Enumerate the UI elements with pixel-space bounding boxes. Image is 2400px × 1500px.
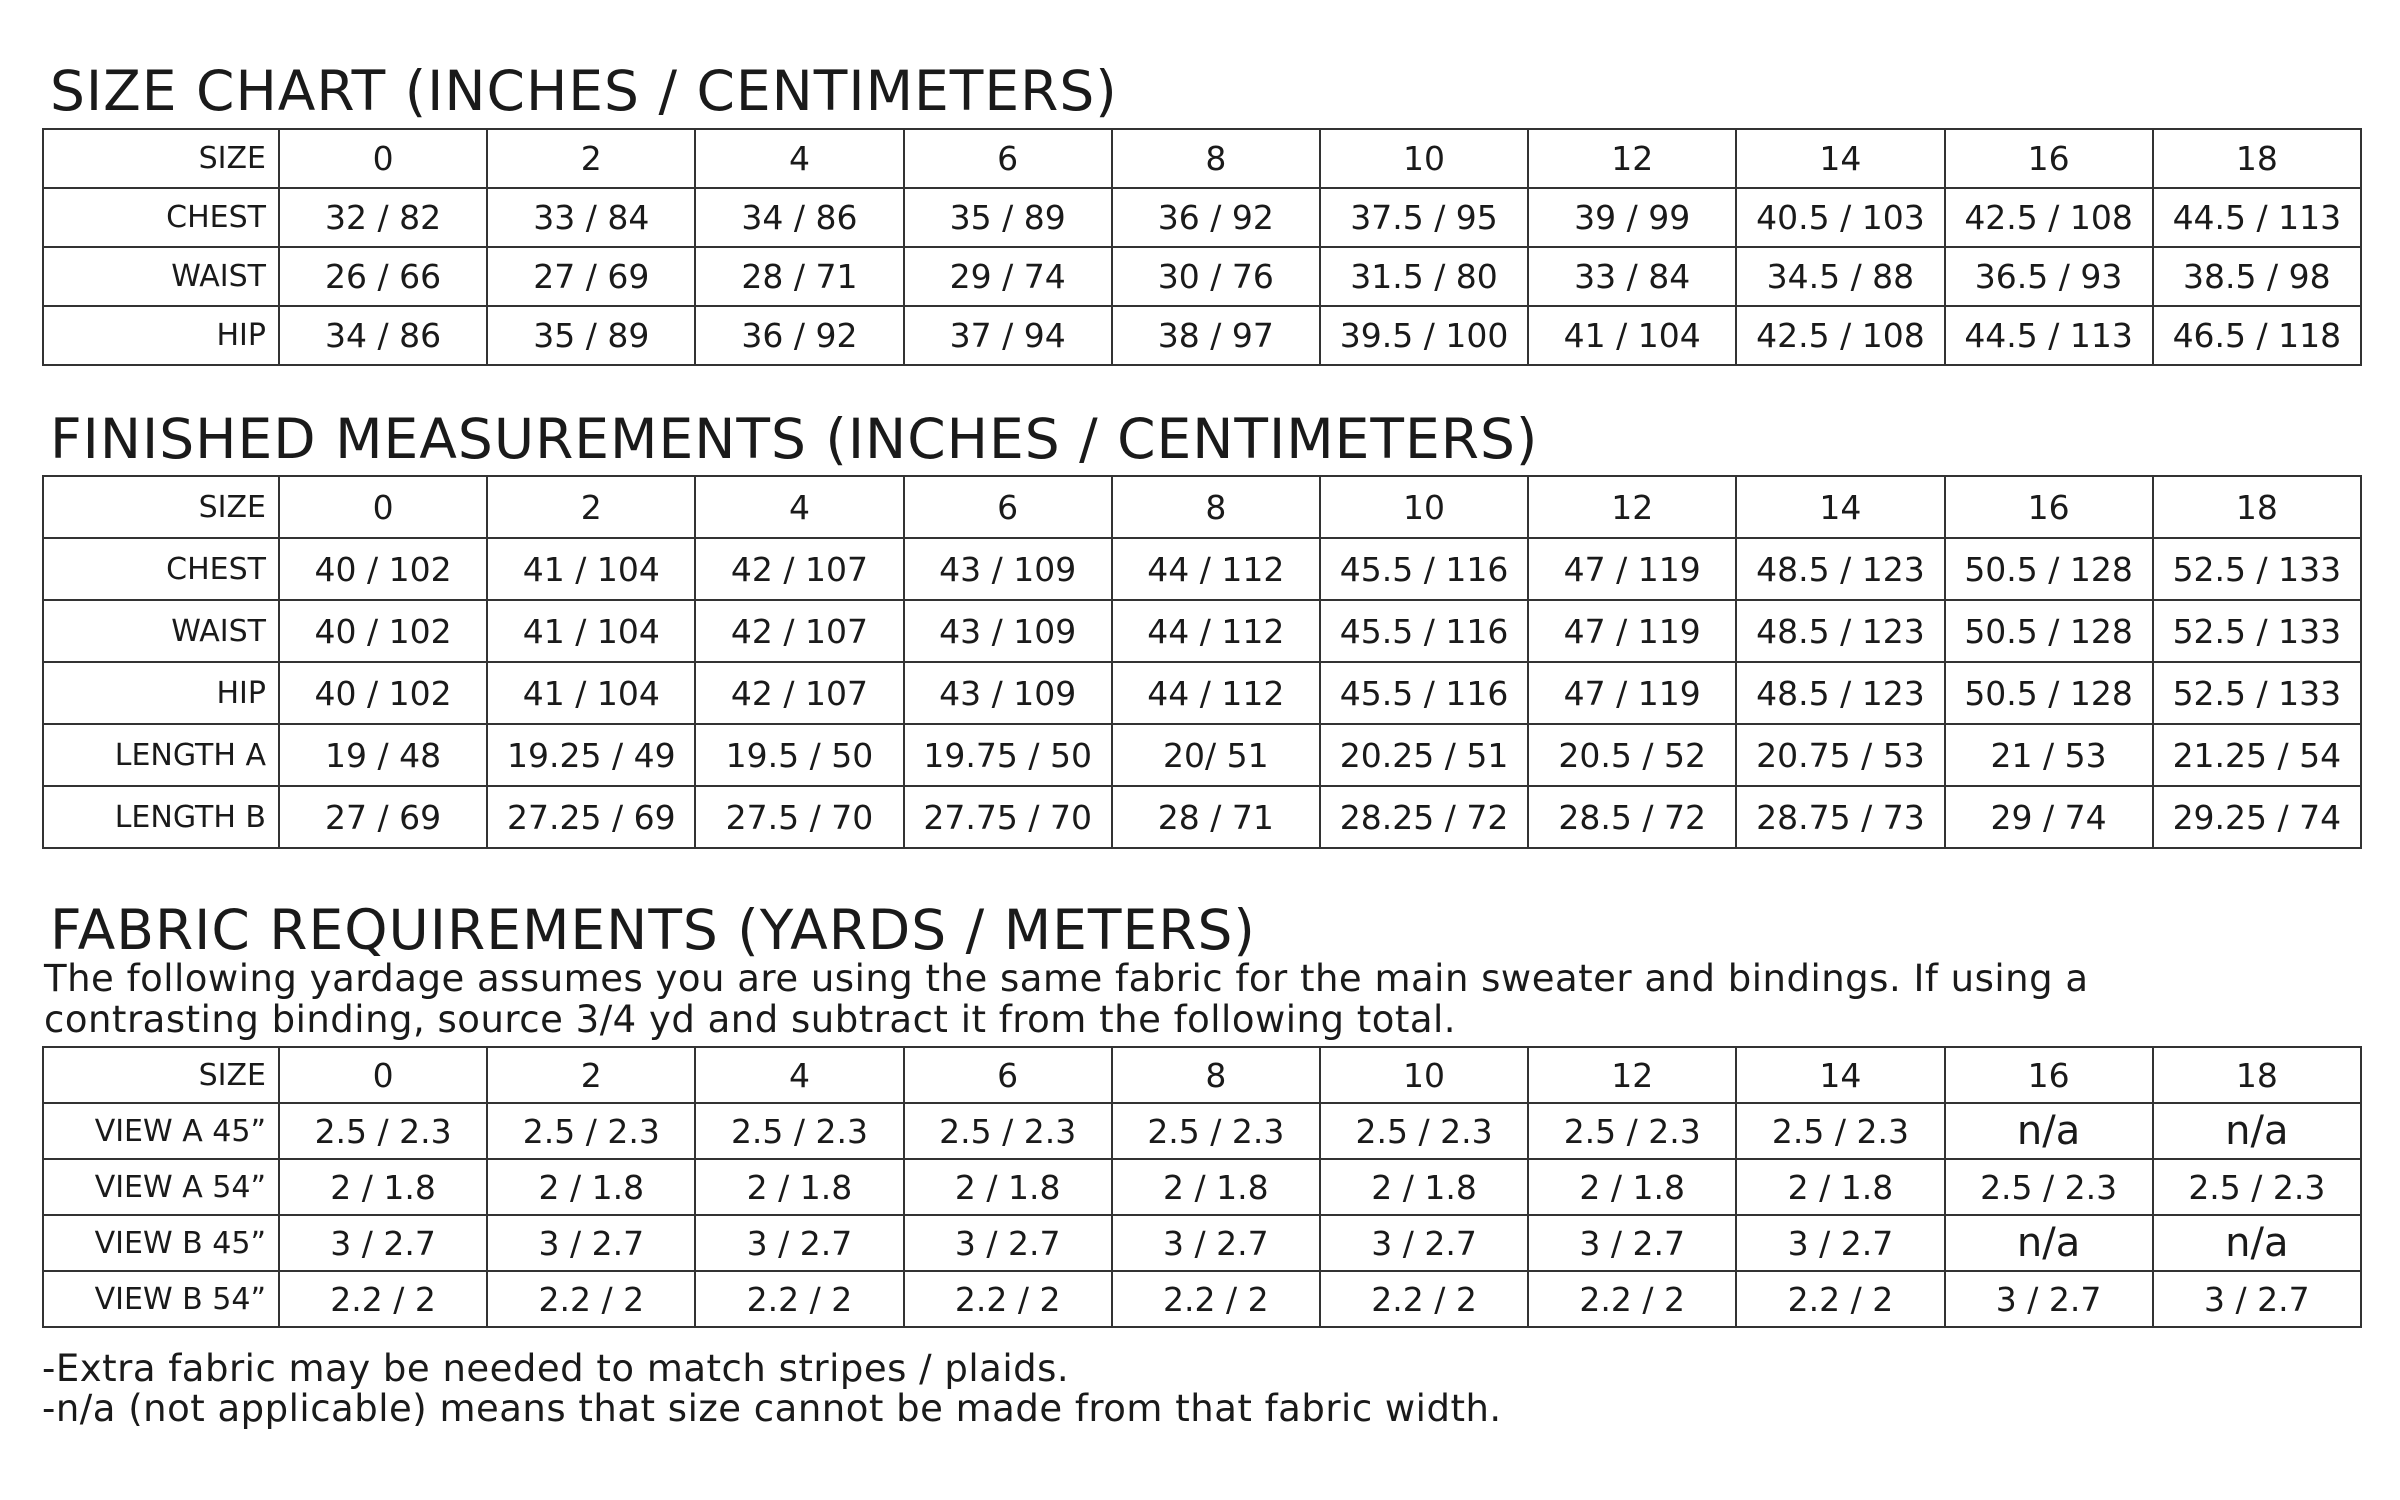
table-cell: n/a — [2153, 1103, 2361, 1159]
row-label: CHEST — [43, 188, 279, 247]
fabric-intro-line-1: The following yardage assumes you are using the same fabric for the main sweater and bindings. If using a — [44, 957, 2089, 1000]
table-cell: 34 / 86 — [279, 306, 487, 365]
table-cell: 40 / 102 — [279, 600, 487, 662]
table-cell: 50.5 / 128 — [1945, 600, 2153, 662]
table-cell: 2 / 1.8 — [1528, 1159, 1736, 1215]
row-label: CHEST — [43, 538, 279, 600]
table-cell: 47 / 119 — [1528, 600, 1736, 662]
size-header-label: SIZE — [43, 129, 279, 188]
table-row — [43, 306, 2361, 365]
table-cell: 2.5 / 2.3 — [1320, 1103, 1528, 1159]
table-cell: 19.75 / 50 — [904, 724, 1112, 786]
table-cell: 42 / 107 — [695, 600, 903, 662]
table-cell: 2.5 / 2.3 — [1945, 1159, 2153, 1215]
table-cell: 2.5 / 2.3 — [1528, 1103, 1736, 1159]
table-cell: 27 / 69 — [487, 247, 695, 306]
row-label: WAIST — [43, 247, 279, 306]
table-cell: 52.5 / 133 — [2153, 662, 2361, 724]
size-column-header: 10 — [1320, 1047, 1528, 1103]
size-header-label: SIZE — [43, 1047, 279, 1103]
size-column-header: 6 — [904, 476, 1112, 538]
row-label: VIEW A 54” — [43, 1159, 279, 1215]
size-column-header: 14 — [1736, 1047, 1944, 1103]
table-cell: 37 / 94 — [904, 306, 1112, 365]
row-label: LENGTH A — [43, 724, 279, 786]
table-cell: 21 / 53 — [1945, 724, 2153, 786]
size-column-header: 0 — [279, 129, 487, 188]
table-cell: 39.5 / 100 — [1320, 306, 1528, 365]
size-column-header: 12 — [1528, 1047, 1736, 1103]
table-cell: 2.2 / 2 — [279, 1271, 487, 1327]
size-column-header: 18 — [2153, 1047, 2361, 1103]
table-cell: 36 / 92 — [695, 306, 903, 365]
table-row — [43, 188, 2361, 247]
table-cell: 36.5 / 93 — [1945, 247, 2153, 306]
size-chart-title: SIZE CHART (INCHES / CENTIMETERS) — [50, 59, 1118, 123]
row-label: WAIST — [43, 600, 279, 662]
table-cell: 52.5 / 133 — [2153, 600, 2361, 662]
table-cell: 41 / 104 — [1528, 306, 1736, 365]
table-cell: 2 / 1.8 — [487, 1159, 695, 1215]
table-cell: 28.5 / 72 — [1528, 786, 1736, 848]
table-row — [43, 247, 2361, 306]
table-cell: 29 / 74 — [1945, 786, 2153, 848]
fabric-requirements-title: FABRIC REQUIREMENTS (YARDS / METERS) — [50, 898, 1256, 962]
table-cell: 34 / 86 — [695, 188, 903, 247]
row-label: LENGTH B — [43, 786, 279, 848]
table-cell: 36 / 92 — [1112, 188, 1320, 247]
table-cell: 2.2 / 2 — [487, 1271, 695, 1327]
table-cell: 3 / 2.7 — [1112, 1215, 1320, 1271]
table-cell: 35 / 89 — [904, 188, 1112, 247]
size-header-label: SIZE — [43, 476, 279, 538]
row-label: VIEW B 54” — [43, 1271, 279, 1327]
table-cell: 3 / 2.7 — [2153, 1271, 2361, 1327]
table-cell: 27.5 / 70 — [695, 786, 903, 848]
table-cell: 20.75 / 53 — [1736, 724, 1944, 786]
table-cell: 45.5 / 116 — [1320, 600, 1528, 662]
row-label: HIP — [43, 662, 279, 724]
table-cell: 2.5 / 2.3 — [279, 1103, 487, 1159]
table-cell: 44 / 112 — [1112, 662, 1320, 724]
table-cell: 2 / 1.8 — [904, 1159, 1112, 1215]
table-cell: 44 / 112 — [1112, 538, 1320, 600]
size-column-header: 18 — [2153, 476, 2361, 538]
table-cell: 20.5 / 52 — [1528, 724, 1736, 786]
table-cell: n/a — [2153, 1215, 2361, 1271]
table-row — [43, 600, 2361, 662]
table-cell: 27.25 / 69 — [487, 786, 695, 848]
table-cell: 33 / 84 — [487, 188, 695, 247]
size-column-header: 10 — [1320, 476, 1528, 538]
table-cell: 3 / 2.7 — [1945, 1271, 2153, 1327]
table-cell: 42 / 107 — [695, 662, 903, 724]
fabric-requirements-table — [42, 1046, 2362, 1328]
table-cell: n/a — [1945, 1215, 2153, 1271]
table-cell: 46.5 / 118 — [2153, 306, 2361, 365]
table-row — [43, 786, 2361, 848]
table-cell: 33 / 84 — [1528, 247, 1736, 306]
table-cell: 43 / 109 — [904, 600, 1112, 662]
size-column-header: 12 — [1528, 129, 1736, 188]
table-cell: 2.2 / 2 — [1528, 1271, 1736, 1327]
table-cell: 44 / 112 — [1112, 600, 1320, 662]
table-row — [43, 1271, 2361, 1327]
table-cell: 38 / 97 — [1112, 306, 1320, 365]
table-cell: 2.5 / 2.3 — [1736, 1103, 1944, 1159]
table-cell: 2.5 / 2.3 — [904, 1103, 1112, 1159]
table-cell: 42.5 / 108 — [1736, 306, 1944, 365]
table-cell: 43 / 109 — [904, 662, 1112, 724]
table-cell: 2.5 / 2.3 — [695, 1103, 903, 1159]
table-cell: 48.5 / 123 — [1736, 600, 1944, 662]
header-row — [43, 1047, 2361, 1103]
size-column-header: 10 — [1320, 129, 1528, 188]
size-column-header: 2 — [487, 129, 695, 188]
table-cell: 40 / 102 — [279, 538, 487, 600]
table-cell: 40.5 / 103 — [1736, 188, 1944, 247]
table-cell: 48.5 / 123 — [1736, 538, 1944, 600]
table-cell: 2 / 1.8 — [1320, 1159, 1528, 1215]
size-column-header: 6 — [904, 1047, 1112, 1103]
table-cell: 30 / 76 — [1112, 247, 1320, 306]
header-row — [43, 476, 2361, 538]
size-column-header: 2 — [487, 476, 695, 538]
table-cell: 20.25 / 51 — [1320, 724, 1528, 786]
table-cell: 2 / 1.8 — [279, 1159, 487, 1215]
table-cell: 29.25 / 74 — [2153, 786, 2361, 848]
table-cell: 44.5 / 113 — [2153, 188, 2361, 247]
table-cell: 45.5 / 116 — [1320, 538, 1528, 600]
fabric-intro-line-2: contrasting binding, source 3/4 yd and subtract it from the following total. — [44, 998, 1457, 1041]
table-cell: 2.2 / 2 — [904, 1271, 1112, 1327]
size-column-header: 2 — [487, 1047, 695, 1103]
note-stripes: -Extra fabric may be needed to match stripes / plaids. — [42, 1347, 1070, 1390]
table-cell: 29 / 74 — [904, 247, 1112, 306]
table-cell: 44.5 / 113 — [1945, 306, 2153, 365]
table-cell: 34.5 / 88 — [1736, 247, 1944, 306]
header-row — [43, 129, 2361, 188]
table-cell: 3 / 2.7 — [904, 1215, 1112, 1271]
table-cell: 20/ 51 — [1112, 724, 1320, 786]
table-cell: 3 / 2.7 — [1736, 1215, 1944, 1271]
table-row — [43, 1103, 2361, 1159]
table-cell: 2.2 / 2 — [1736, 1271, 1944, 1327]
table-cell: 3 / 2.7 — [279, 1215, 487, 1271]
table-cell: 28.75 / 73 — [1736, 786, 1944, 848]
table-cell: 47 / 119 — [1528, 662, 1736, 724]
table-cell: 3 / 2.7 — [695, 1215, 903, 1271]
size-column-header: 12 — [1528, 476, 1736, 538]
size-column-header: 14 — [1736, 129, 1944, 188]
table-cell: 42.5 / 108 — [1945, 188, 2153, 247]
size-chart-table — [42, 128, 2362, 366]
table-cell: 21.25 / 54 — [2153, 724, 2361, 786]
row-label: VIEW A 45” — [43, 1103, 279, 1159]
table-cell: 28 / 71 — [695, 247, 903, 306]
finished-measurements-title: FINISHED MEASUREMENTS (INCHES / CENTIMETERS) — [50, 407, 1539, 471]
table-cell: 19.25 / 49 — [487, 724, 695, 786]
table-cell: 2.2 / 2 — [695, 1271, 903, 1327]
table-cell: 50.5 / 128 — [1945, 662, 2153, 724]
table-cell: 41 / 104 — [487, 538, 695, 600]
table-cell: 45.5 / 116 — [1320, 662, 1528, 724]
row-label: VIEW B 45” — [43, 1215, 279, 1271]
fabric-intro — [44, 958, 2089, 1040]
size-column-header: 16 — [1945, 129, 2153, 188]
table-cell: 40 / 102 — [279, 662, 487, 724]
size-column-header: 0 — [279, 1047, 487, 1103]
table-cell: 2.5 / 2.3 — [2153, 1159, 2361, 1215]
size-column-header: 16 — [1945, 476, 2153, 538]
table-cell: 27 / 69 — [279, 786, 487, 848]
table-cell: 2.5 / 2.3 — [1112, 1103, 1320, 1159]
table-cell: 48.5 / 123 — [1736, 662, 1944, 724]
table-cell: 38.5 / 98 — [2153, 247, 2361, 306]
table-cell: 2 / 1.8 — [695, 1159, 903, 1215]
table-row — [43, 724, 2361, 786]
table-cell: 26 / 66 — [279, 247, 487, 306]
table-cell: 50.5 / 128 — [1945, 538, 2153, 600]
table-cell: 28 / 71 — [1112, 786, 1320, 848]
table-cell: 2.2 / 2 — [1320, 1271, 1528, 1327]
table-cell: 19 / 48 — [279, 724, 487, 786]
table-cell: 47 / 119 — [1528, 538, 1736, 600]
table-cell: 41 / 104 — [487, 662, 695, 724]
table-row — [43, 1159, 2361, 1215]
table-cell: 35 / 89 — [487, 306, 695, 365]
note-not-applicable: -n/a (not applicable) means that size cannot be made from that fabric width. — [42, 1387, 1502, 1430]
size-column-header: 16 — [1945, 1047, 2153, 1103]
table-cell: 31.5 / 80 — [1320, 247, 1528, 306]
table-cell: 3 / 2.7 — [1320, 1215, 1528, 1271]
table-cell: n/a — [1945, 1103, 2153, 1159]
table-cell: 28.25 / 72 — [1320, 786, 1528, 848]
table-row — [43, 538, 2361, 600]
size-column-header: 4 — [695, 476, 903, 538]
table-cell: 43 / 109 — [904, 538, 1112, 600]
table-cell: 52.5 / 133 — [2153, 538, 2361, 600]
size-column-header: 8 — [1112, 129, 1320, 188]
size-column-header: 18 — [2153, 129, 2361, 188]
table-cell: 2 / 1.8 — [1112, 1159, 1320, 1215]
fabric-notes — [42, 1349, 1502, 1429]
row-label: HIP — [43, 306, 279, 365]
table-cell: 41 / 104 — [487, 600, 695, 662]
table-cell: 3 / 2.7 — [487, 1215, 695, 1271]
size-column-header: 4 — [695, 1047, 903, 1103]
table-cell: 37.5 / 95 — [1320, 188, 1528, 247]
size-column-header: 4 — [695, 129, 903, 188]
table-cell: 27.75 / 70 — [904, 786, 1112, 848]
table-cell: 42 / 107 — [695, 538, 903, 600]
table-cell: 19.5 / 50 — [695, 724, 903, 786]
table-cell: 3 / 2.7 — [1528, 1215, 1736, 1271]
table-cell: 39 / 99 — [1528, 188, 1736, 247]
table-cell: 32 / 82 — [279, 188, 487, 247]
table-cell: 2.2 / 2 — [1112, 1271, 1320, 1327]
table-row — [43, 662, 2361, 724]
size-column-header: 8 — [1112, 1047, 1320, 1103]
size-column-header: 8 — [1112, 476, 1320, 538]
size-column-header: 14 — [1736, 476, 1944, 538]
size-column-header: 6 — [904, 129, 1112, 188]
finished-measurements-table — [42, 475, 2362, 849]
table-cell: 2 / 1.8 — [1736, 1159, 1944, 1215]
table-cell: 2.5 / 2.3 — [487, 1103, 695, 1159]
size-column-header: 0 — [279, 476, 487, 538]
table-row — [43, 1215, 2361, 1271]
